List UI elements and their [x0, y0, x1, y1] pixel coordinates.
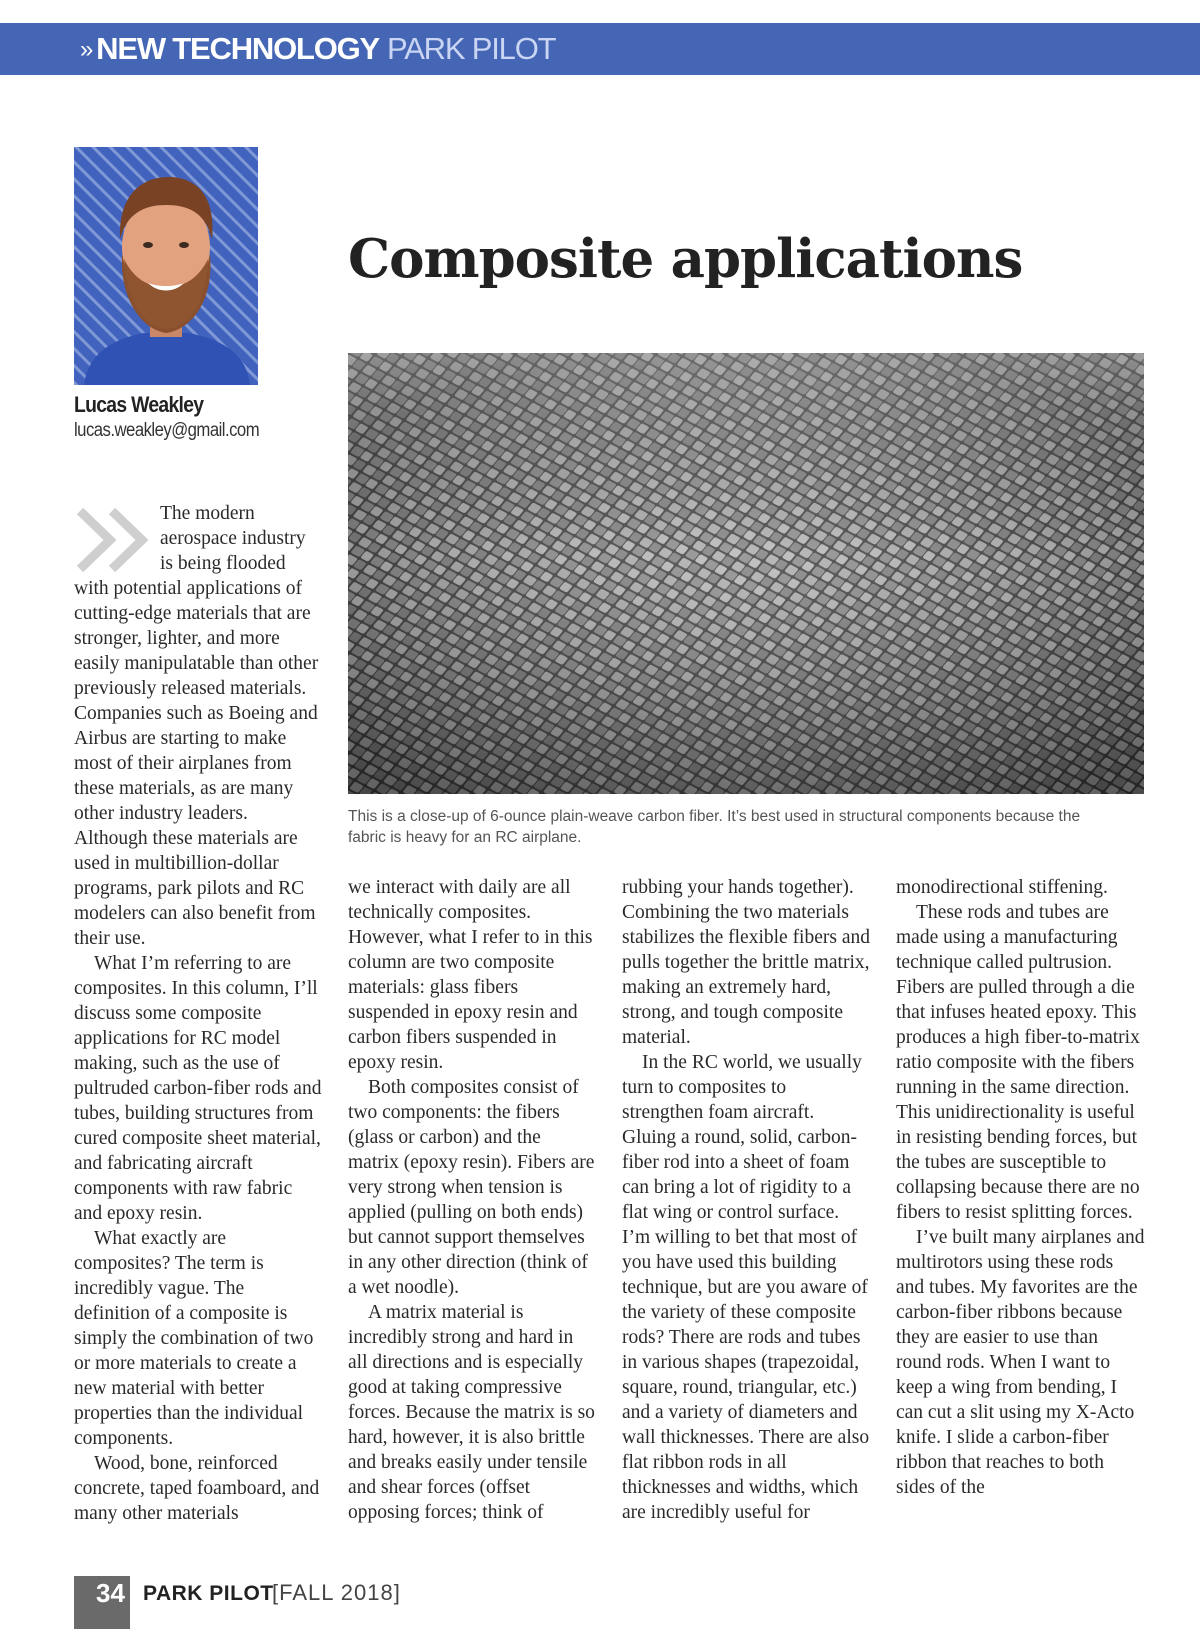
photo-caption: This is a close-up of 6-ounce plain-weave carbon fiber. It’s best used in structural components because the fabric is heavy for an RC airplane. [348, 808, 1081, 846]
article-title: Composite applications [348, 228, 1023, 290]
section-name: NEW TECHNOLOGY [96, 31, 380, 66]
header-title [80, 23, 555, 75]
double-chevron-right-icon [74, 505, 154, 575]
article-column-1 [74, 501, 322, 1526]
paragraph: The modern aerospace industry is being flooded with potential applications of cutting-edge materials that are stronger, lighter, and more easily manipulatable than other previously released materials. Companies such as Boeing and Airbus are starting to make most of their airplanes from these materials, as are many other industry leaders. Although these materials are used in multibillion-dollar programs, park pilots and RC modelers can also benefit from their use. [74, 503, 319, 949]
paragraph: I’ve built many airplanes and multirotors using these rods and tubes. My favorites are the carbon-fiber ribbons because they are easier to use than round rods. When I want to keep a wing from bending, I can cut a slit using my X-Acto knife. I slide a carbon-fiber ribbon that reaches to both sides of the [896, 1227, 1145, 1498]
article-column-3 [622, 875, 870, 1525]
footer-magazine-name: PARK PILOT [143, 1582, 274, 1605]
paragraph: we interact with daily are all technically composites. However, what I refer to in this column are two composite materials: glass fibers suspended in epoxy resin and carbon fibers suspended in epoxy resin. [348, 877, 593, 1073]
author-photo [74, 147, 258, 385]
author-email[interactable]: lucas.weakley@gmail.com [74, 420, 260, 441]
double-chevron-right-icon: » [80, 36, 93, 63]
header-bar [0, 23, 1200, 75]
paragraph: monodirectional stiffening. [896, 877, 1108, 898]
carbon-fiber-photo [348, 353, 1144, 794]
paragraph: These rods and tubes are made using a manufacturing technique called pultrusion. Fibers are pulled through a die that infuses heated epoxy. This produces a high fiber-to-matrix ratio composite with the fibers running in the same direction. This unidirectionality is useful in resisting bending forces, but the tubes are susceptible to collapsing because there are no fibers to resist splitting forces. [896, 902, 1140, 1223]
paragraph: Both composites consist of two components: the fibers (glass or carbon) and the matrix (epoxy resin). Fibers are very strong when tension is applied (pulling on both ends) but cannot support themselves in any other direction (think of a wet noodle). [348, 1077, 595, 1298]
footer-issue: [FALL 2018] [272, 1580, 401, 1605]
paragraph: A matrix material is incredibly strong and hard in all directions and is especially good at taking compressive forces. Because the matrix is so hard, however, it is also brittle and breaks easily under tensile and shear forces (offset opposing forces; think of [348, 1302, 595, 1523]
paragraph: What exactly are composites? The term is incredibly vague. The definition of a composite is simply the combination of two or more materials to create a new material with better properties than the individual components. [74, 1228, 314, 1449]
paragraph: rubbing your hands together). Combining the two materials stabilizes the flexible fibers and pulls together the brittle matrix, making an extremely hard, strong, and tough composite material. [622, 877, 870, 1048]
paragraph: Wood, bone, reinforced concrete, taped foamboard, and many other materials [74, 1453, 320, 1524]
article-column-2 [348, 875, 596, 1525]
article-column-4 [896, 875, 1146, 1500]
page-number: 34 [96, 1578, 125, 1608]
paragraph: What I’m referring to are composites. In this column, I’ll discuss some composite applications for RC model making, such as the use of pultruded carbon-fiber rods and tubes, building structures from cured composite sheet material, and fabricating aircraft components with raw fabric and epoxy resin. [74, 953, 322, 1224]
magazine-name: PARK PILOT [387, 31, 556, 66]
author-name: Lucas Weakley [74, 392, 204, 417]
paragraph: In the RC world, we usually turn to composites to strengthen foam aircraft. Gluing a round, solid, carbon-fiber rod into a sheet of foam can bring a lot of rigidity to a flat wing or control surface. I’m willing to bet that most of you have used this building technique, but are you aware of the variety of these composite rods? There are rods and tubes in various shapes (trapezoidal, square, round, triangular, etc.) and a variety of diameters and wall thicknesses. There are also flat ribbon rods in all thicknesses and widths, which are incredibly useful for [622, 1052, 870, 1523]
